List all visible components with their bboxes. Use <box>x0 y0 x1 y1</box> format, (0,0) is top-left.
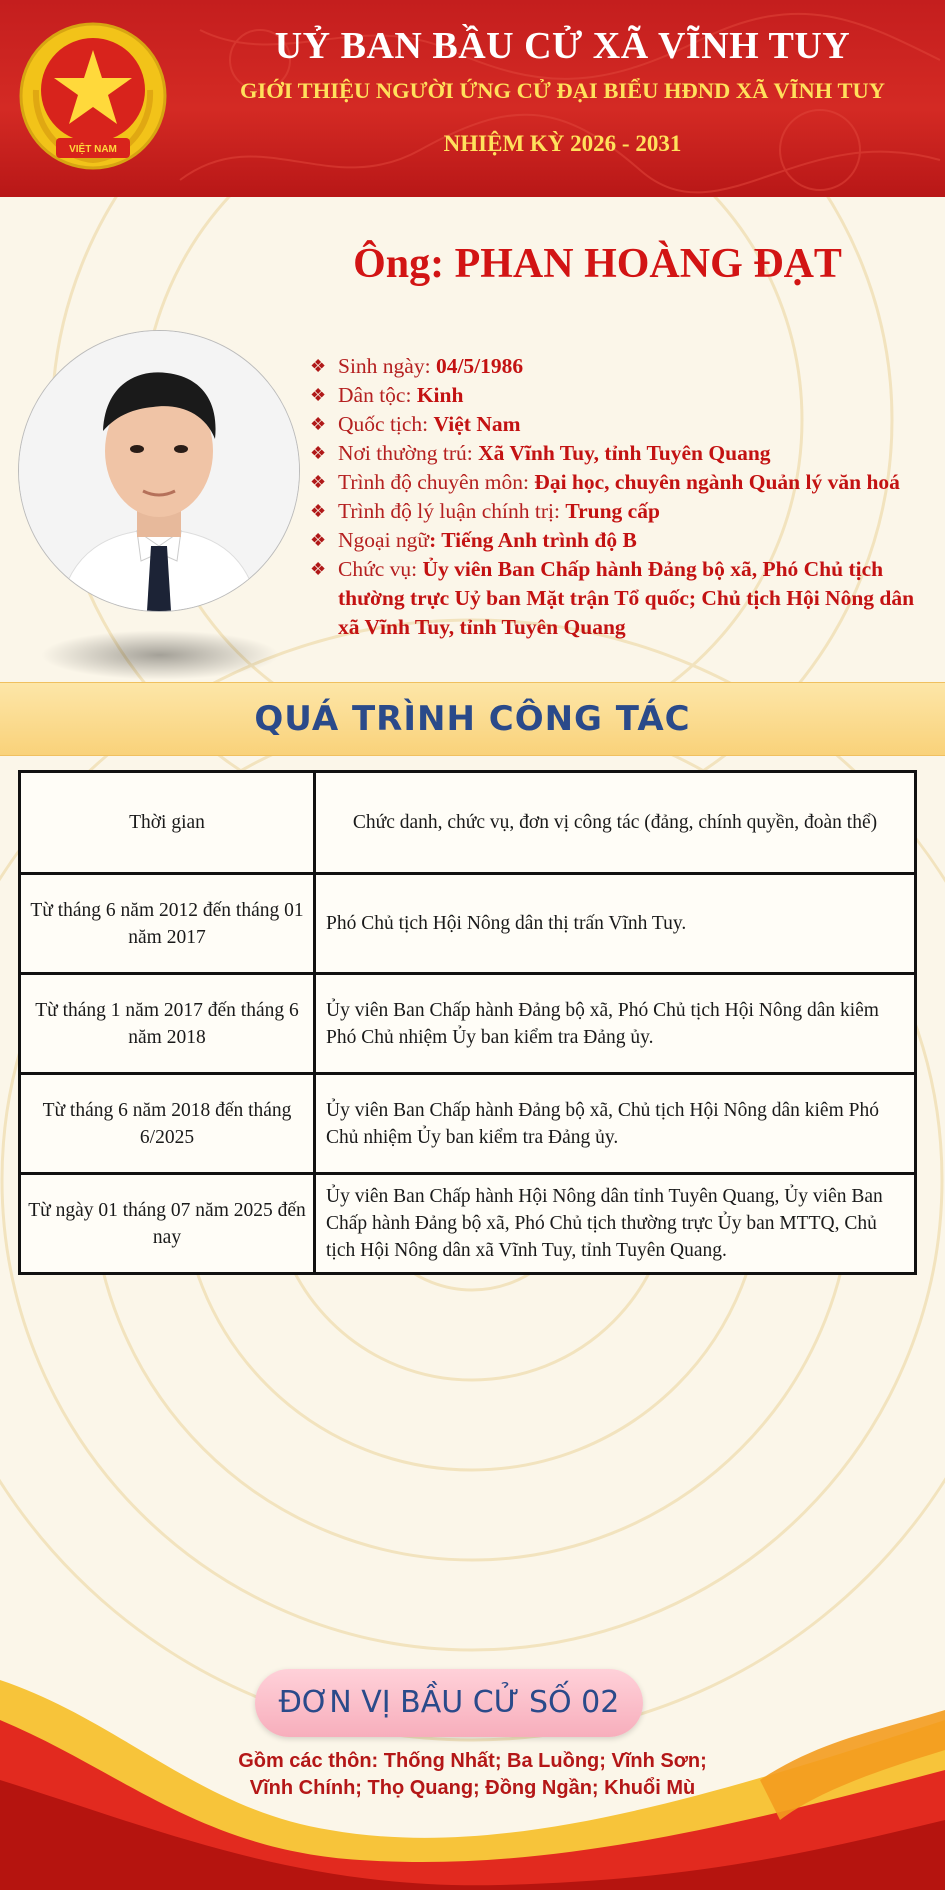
table-row <box>20 974 916 1074</box>
candidate-name: Ông: PHAN HOÀNG ĐẠT <box>353 241 842 287</box>
header-time: Thời gian <box>20 772 315 874</box>
villages-line-1: Gồm các thôn: Thống Nhất; Ba Luồng; Vĩnh Sơn; <box>238 1750 707 1772</box>
national-emblem-icon <box>14 20 172 172</box>
info-ethnicity: ❖ Dân tộc: Kinh <box>310 381 920 410</box>
diamond-bullet-icon: ❖ <box>310 414 327 434</box>
villages-list <box>150 1748 795 1802</box>
diamond-bullet-icon: ❖ <box>310 559 327 579</box>
work-history-band <box>0 682 945 756</box>
row-time: Từ ngày 01 tháng 07 năm 2025 đến nay <box>20 1174 315 1274</box>
photo-shadow <box>40 630 280 680</box>
row-position: Phó Chủ tịch Hội Nông dân thị trấn Vĩnh Tuy. <box>315 874 916 974</box>
header-position: Chức danh, chức vụ, đơn vị công tác (đảng, chính quyền, đoàn thể) <box>315 772 916 874</box>
emblem-label: VIỆT NAM <box>69 144 117 155</box>
info-nationality: ❖ Quốc tịch: Việt Nam <box>310 410 920 439</box>
row-position: Ủy viên Ban Chấp hành Đảng bộ xã, Phó Chủ tịch Hội Nông dân kiêm Phó Chủ nhiệm Ủy ban kiểm tra Đảng ủy. <box>315 974 916 1074</box>
diamond-bullet-icon: ❖ <box>310 472 327 492</box>
row-position: Ủy viên Ban Chấp hành Hội Nông dân tỉnh Tuyên Quang, Ủy viên Ban Chấp hành Đảng bộ xã, Phó Chủ tịch thường trực Ủy ban MTTQ, Chủ tịch Hội Nông dân xã Vĩnh Tuy, tỉnh Tuyên Quang. <box>315 1174 916 1274</box>
work-history-title: QUÁ TRÌNH CÔNG TÁC <box>254 699 691 739</box>
info-residence: ❖ Nơi thường trú: Xã Vĩnh Tuy, tỉnh Tuyên Quang <box>310 439 920 468</box>
info-foreign-language: ❖ Ngoại ngữ: Tiếng Anh trình độ B <box>310 526 920 555</box>
introduction-subtitle: GIỚI THIỆU NGƯỜI ỨNG CỬ ĐẠI BIỂU HĐND XÃ VĨNH TUY <box>239 78 886 103</box>
villages-line-2: Vĩnh Chính; Thọ Quang; Đồng Ngần; Khuổi Mù <box>249 1777 696 1799</box>
committee-title: UỶ BAN BẦU CỬ XÃ VĨNH TUY <box>274 25 851 67</box>
info-education: ❖ Trình độ chuyên môn: Đại học, chuyên ngành Quản lý văn hoá <box>310 468 920 497</box>
electoral-unit-label: ĐƠN VỊ BẦU CỬ SỐ 02 <box>278 1685 620 1720</box>
portrait-illustration <box>19 331 299 611</box>
row-time: Từ tháng 6 năm 2018 đến tháng 6/2025 <box>20 1074 315 1174</box>
term-label: NHIỆM KỲ 2026 - 2031 <box>443 131 682 156</box>
work-history-table <box>18 770 917 1275</box>
info-birth-date: ❖ Sinh ngày: 04/5/1986 <box>310 352 920 381</box>
diamond-bullet-icon: ❖ <box>310 385 327 405</box>
table-row <box>20 1074 916 1174</box>
diamond-bullet-icon: ❖ <box>310 443 327 463</box>
diamond-bullet-icon: ❖ <box>310 356 327 376</box>
diamond-bullet-icon: ❖ <box>310 530 327 550</box>
table-header-row <box>20 772 916 874</box>
diamond-bullet-icon: ❖ <box>310 501 327 521</box>
row-position: Ủy viên Ban Chấp hành Đảng bộ xã, Chủ tịch Hội Nông dân kiêm Phó Chủ nhiệm Ủy ban kiểm tra Đảng ủy. <box>315 1074 916 1174</box>
row-time: Từ tháng 6 năm 2012 đến tháng 01 năm 2017 <box>20 874 315 974</box>
header-banner <box>0 0 945 197</box>
info-position: ❖ Chức vụ: Ủy viên Ban Chấp hành Đảng bộ xã, Phó Chủ tịch thường trực Uỷ ban Mặt trận Tổ quốc; Chủ tịch Hội Nông dân xã Vĩnh Tuy, tỉnh Tuyên Quang <box>310 557 915 639</box>
row-time: Từ tháng 1 năm 2017 đến tháng 6 năm 2018 <box>20 974 315 1074</box>
candidate-photo <box>18 330 300 612</box>
table-row <box>20 1174 916 1274</box>
info-political-theory: ❖ Trình độ lý luận chính trị: Trung cấp <box>310 497 920 526</box>
candidate-info-list <box>310 352 920 642</box>
table-row <box>20 874 916 974</box>
